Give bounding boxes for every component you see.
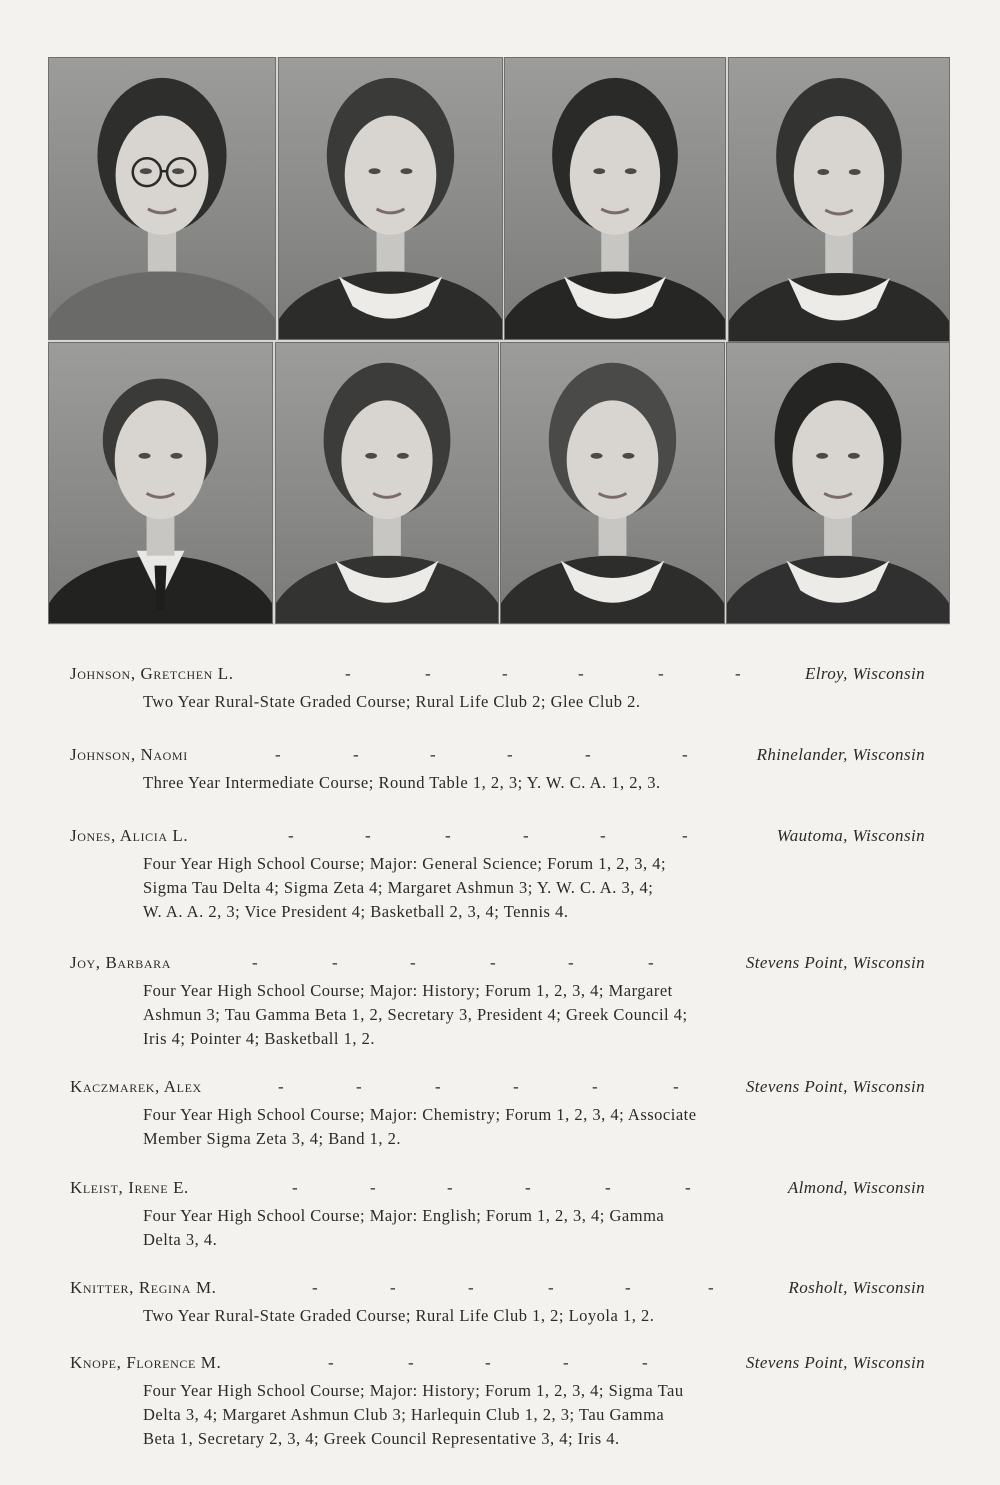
activities-line: W. A. A. 2, 3; Vice President 4; Basketball 2, 3, 4; Tennis 4. xyxy=(143,902,569,921)
activities-line: Iris 4; Pointer 4; Basketball 1, 2. xyxy=(143,1029,375,1048)
student-entry xyxy=(70,953,925,1051)
student-entry xyxy=(70,1278,925,1328)
student-name: Johnson, Naomi xyxy=(70,745,188,764)
portrait-photo xyxy=(504,57,726,340)
hometown: Rosholt, Wisconsin xyxy=(788,1278,925,1297)
activities-line: Four Year High School Course; Major: General Science; Forum 1, 2, 3, 4; xyxy=(143,854,667,873)
activities-line: Three Year Intermediate Course; Round Table 1, 2, 3; Y. W. C. A. 1, 2, 3. xyxy=(143,773,661,792)
student-activities xyxy=(143,690,863,714)
activities-line: Member Sigma Zeta 3, 4; Band 1, 2. xyxy=(143,1129,402,1148)
activities-line: Delta 3, 4. xyxy=(143,1230,218,1249)
student-entry xyxy=(70,1353,925,1451)
entry-heading: Johnson, Naomi - - - - - - Rhinelander, Wisconsin xyxy=(70,745,925,764)
activities-line: Ashmun 3; Tau Gamma Beta 1, 2, Secretary 3, President 4; Greek Council 4; xyxy=(143,1005,688,1024)
entry-heading: Knope, Florence M. - - - - - Stevens Point, Wisconsin xyxy=(70,1353,925,1372)
hometown: Stevens Point, Wisconsin xyxy=(745,953,925,972)
student-entry xyxy=(70,1077,925,1151)
hometown: Stevens Point, Wisconsin xyxy=(745,1353,925,1372)
student-entry xyxy=(70,745,925,795)
portrait-photo xyxy=(726,342,950,624)
activities-line: Sigma Tau Delta 4; Sigma Zeta 4; Margaret Ashmun 3; Y. W. C. A. 3, 4; xyxy=(143,878,654,897)
hometown: Stevens Point, Wisconsin xyxy=(745,1077,925,1096)
entry-heading: Kaczmarek, Alex - - - - - - Stevens Point, Wisconsin xyxy=(70,1077,925,1096)
activities-line: Four Year High School Course; Major: History; Forum 1, 2, 3, 4; Sigma Tau xyxy=(143,1381,684,1400)
hometown: Almond, Wisconsin xyxy=(787,1178,925,1197)
student-name: Kleist, Irene E. xyxy=(70,1178,189,1197)
entry-heading: Kleist, Irene E. - - - - - - Almond, Wisconsin xyxy=(70,1178,925,1197)
student-activities xyxy=(143,1379,863,1451)
student-name: Johnson, Gretchen L. xyxy=(70,664,234,683)
hometown: Wautoma, Wisconsin xyxy=(776,826,925,845)
entry-heading: Johnson, Gretchen L. - - - - - - Elroy, Wisconsin xyxy=(70,664,925,683)
activities-line: Four Year High School Course; Major: English; Forum 1, 2, 3, 4; Gamma xyxy=(143,1206,665,1225)
student-activities xyxy=(143,1103,863,1151)
portrait-photo xyxy=(278,57,503,340)
student-entry xyxy=(70,1178,925,1252)
activities-line: Two Year Rural-State Graded Course; Rural Life Club 1, 2; Loyola 1, 2. xyxy=(143,1306,655,1325)
student-entry xyxy=(70,826,925,924)
student-activities xyxy=(143,1204,863,1252)
student-entry xyxy=(70,664,925,714)
student-activities xyxy=(143,1304,863,1328)
portrait-photo xyxy=(48,342,273,624)
student-name: Joy, Barbara xyxy=(70,953,171,972)
student-name: Knitter, Regina M. xyxy=(70,1278,217,1297)
portrait-photo xyxy=(275,342,499,624)
student-activities xyxy=(143,771,863,795)
portrait-grid xyxy=(48,57,950,625)
entry-heading: Joy, Barbara - - - - - - Stevens Point, Wisconsin xyxy=(70,953,925,972)
student-name: Kaczmarek, Alex xyxy=(70,1077,202,1096)
activities-line: Four Year High School Course; Major: Chemistry; Forum 1, 2, 3, 4; Associate xyxy=(143,1105,697,1124)
student-name: Knope, Florence M. xyxy=(70,1353,222,1372)
activities-line: Beta 1, Secretary 2, 3, 4; Greek Council Representative 3, 4; Iris 4. xyxy=(143,1429,620,1448)
student-activities xyxy=(143,852,863,924)
student-name: Jones, Alicia L. xyxy=(70,826,189,845)
portrait-photo xyxy=(48,57,276,340)
activities-line: Two Year Rural-State Graded Course; Rural Life Club 2; Glee Club 2. xyxy=(143,692,641,711)
entry-heading: Knitter, Regina M. - - - - - - Rosholt, Wisconsin xyxy=(70,1278,925,1297)
hometown: Elroy, Wisconsin xyxy=(804,664,925,683)
activities-line: Delta 3, 4; Margaret Ashmun Club 3; Harlequin Club 1, 2, 3; Tau Gamma xyxy=(143,1405,665,1424)
portrait-photo xyxy=(500,342,725,624)
hometown: Rhinelander, Wisconsin xyxy=(756,745,925,764)
portrait-photo xyxy=(728,57,950,342)
entry-heading: Jones, Alicia L. - - - - - - Wautoma, Wisconsin xyxy=(70,826,925,845)
activities-line: Four Year High School Course; Major: History; Forum 1, 2, 3, 4; Margaret xyxy=(143,981,673,1000)
student-activities xyxy=(143,979,863,1051)
